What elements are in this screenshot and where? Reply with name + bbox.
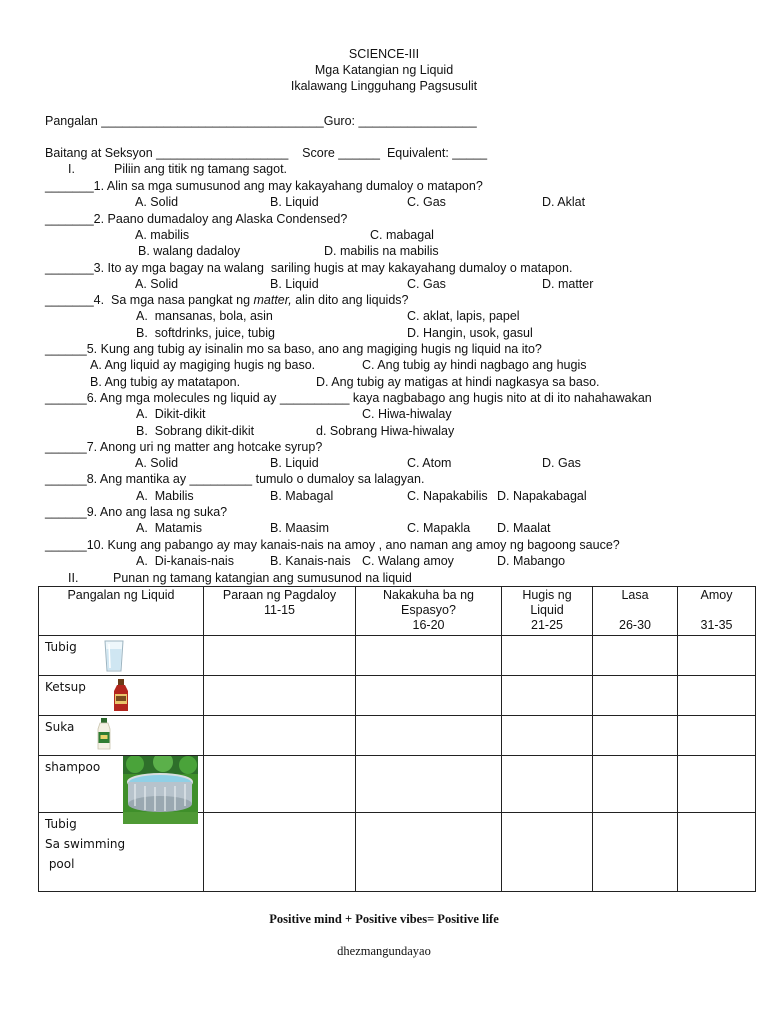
space-cell[interactable]	[356, 813, 502, 892]
smell-cell[interactable]	[678, 813, 756, 892]
flow-cell[interactable]	[204, 756, 356, 813]
part1-numeral: I.	[68, 162, 75, 176]
question-text: _______3. Ito ay mga bagay na walang sariling hugis at may kakayahang dumaloy o matapon.	[45, 260, 573, 275]
taste-cell[interactable]	[593, 813, 678, 892]
table-row	[39, 756, 756, 813]
glass-of-water-icon	[103, 639, 125, 673]
answer-choice: B. softdrinks, juice, tubig	[136, 325, 275, 340]
flow-cell[interactable]	[204, 636, 356, 676]
question-text: ______6. Ang mga molecules ng liquid ay __________ kaya nagbabago ang hugis nito at di ito nahahawakan	[45, 390, 652, 405]
question-text: ______7. Anong uri ng matter ang hotcake syrup?	[45, 439, 323, 454]
answer-choice: A. Ang liquid ay magiging hugis ng baso.	[90, 358, 316, 373]
part2-instruction: Punan ng tamang katangian ang sumusunod na liquid	[113, 571, 412, 585]
worksheet-quiz-title: Ikalawang Lingguhang Pagsusulit	[290, 79, 478, 93]
answer-choice: D. matter	[542, 276, 594, 291]
footer-motto: Positive mind + Positive vibes= Positive life	[269, 912, 499, 926]
smell-cell[interactable]	[678, 716, 756, 756]
smell-cell[interactable]	[678, 676, 756, 716]
answer-choice: d. Sobrang Hiwa-hiwalay	[316, 423, 455, 438]
table-row	[39, 676, 756, 716]
row-name-cell	[39, 676, 204, 716]
question-text: ______5. Kung ang tubig ay isinalin mo sa baso, ano ang magiging hugis ng liquid na ito?	[45, 342, 542, 356]
row-name-cell	[39, 716, 204, 756]
flow-cell[interactable]	[204, 716, 356, 756]
answer-choice: D. Aklat	[542, 195, 586, 210]
worksheet-subject: SCIENCE-III	[348, 47, 420, 61]
space-cell[interactable]	[356, 636, 502, 676]
space-cell[interactable]	[356, 716, 502, 756]
answer-choice: C. Mapakla	[407, 521, 471, 536]
part1-instruction: Piliin ang titik ng tamang sagot.	[114, 162, 288, 176]
smell-cell[interactable]	[678, 636, 756, 676]
answer-choice: B. Mabagal	[270, 488, 334, 503]
answer-choice: D. Maalat	[497, 521, 551, 536]
row-liquid-name: Suka	[45, 720, 75, 734]
answer-choice: C. Atom	[407, 456, 452, 471]
answer-choice: C. Ang tubig ay hindi nagbago ang hugis	[362, 358, 587, 373]
question-text: _______2. Paano dumadaloy ang Alaska Condensed?	[45, 211, 348, 226]
shape-cell[interactable]	[502, 676, 593, 716]
answer-choice: B. Liquid	[270, 456, 319, 471]
taste-cell[interactable]	[593, 676, 678, 716]
row-liquid-name: shampoo	[45, 760, 101, 774]
header-taste: Lasa 26-30	[593, 587, 678, 636]
answer-choice: D. Napakabagal	[497, 488, 587, 503]
taste-cell[interactable]	[593, 716, 678, 756]
ketchup-bottle-icon	[107, 678, 135, 714]
header-space: Nakakuha ba ng Espasyo? 16-20	[356, 587, 502, 636]
space-cell[interactable]	[356, 676, 502, 716]
answer-choice: A. Solid	[135, 456, 179, 471]
shape-cell[interactable]	[502, 813, 593, 892]
header-smell: Amoy 31-35	[678, 587, 756, 636]
answer-choice: D. Ang tubig ay matigas at hindi nagkasya sa baso.	[316, 374, 600, 389]
table-row	[39, 813, 756, 892]
answer-choice: D. mabilis na mabilis	[324, 244, 439, 259]
question-text: _______4. Sa mga nasa pangkat ng matter, alin dito ang liquids?	[45, 293, 409, 308]
vinegar-bottle-icon	[94, 717, 114, 751]
answer-choice: C. aklat, lapis, papel	[407, 309, 520, 324]
answer-choice: A. Dikit-dikit	[136, 407, 206, 422]
answer-choice: A. Mabilis	[136, 488, 194, 503]
row-name-cell	[39, 813, 204, 892]
shape-cell[interactable]	[502, 636, 593, 676]
worksheet-topic: Mga Katangian ng Liquid	[314, 63, 454, 77]
question-text: _______1. Alin sa mga sumusunod ang may kakayahang dumaloy o matapon?	[45, 179, 483, 193]
part2-numeral: II.	[68, 571, 79, 585]
answer-choice: B. Ang tubig ay matatapon.	[90, 374, 241, 389]
answer-choice: A. Matamis	[136, 521, 202, 536]
row-liquid-name: Tubig	[45, 640, 77, 654]
answer-choice: B. Kanais-nais	[270, 553, 351, 568]
row-name-cell	[39, 756, 204, 813]
answer-choice: A. Di-kanais-nais	[136, 553, 234, 568]
liquid-properties-table	[38, 586, 756, 892]
answer-choice: D. Mabango	[497, 553, 566, 568]
shape-cell[interactable]	[502, 716, 593, 756]
answer-choice: B. walang dadaloy	[138, 244, 241, 259]
answer-choice: D. Hangin, usok, gasul	[407, 325, 533, 340]
flow-cell[interactable]	[204, 676, 356, 716]
smell-cell[interactable]	[678, 756, 756, 813]
row-liquid-name: Ketsup	[45, 680, 86, 694]
question-text: ______9. Ano ang lasa ng suka?	[45, 505, 228, 519]
shape-cell[interactable]	[502, 756, 593, 813]
row-name-cell	[39, 636, 204, 676]
answer-choice: C. Gas	[407, 195, 446, 210]
table-header-row	[39, 587, 756, 636]
answer-choice: B. Liquid	[270, 276, 319, 291]
taste-cell[interactable]	[593, 636, 678, 676]
answer-choice: C. Hiwa-hiwalay	[362, 407, 452, 422]
answer-choice: B. Maasim	[270, 521, 330, 536]
answer-choice: A. mansanas, bola, asin	[136, 309, 273, 324]
question-text: ______8. Ang mantika ay _________ tumulo o dumaloy sa lalagyan.	[45, 472, 425, 487]
name-teacher-line: Pangalan ________________________________Guro: _________________	[45, 114, 477, 128]
answer-choice: A. Solid	[135, 195, 179, 210]
taste-cell[interactable]	[593, 756, 678, 813]
answer-choice: A. Solid	[135, 276, 179, 291]
answer-choice: C. Napakabilis	[407, 488, 488, 503]
question-text: ______10. Kung ang pabango ay may kanais-nais na amoy , ano naman ang amoy ng bagoong sauce?	[45, 537, 620, 552]
answer-choice: D. Gas	[542, 456, 581, 471]
table-row	[39, 636, 756, 676]
answer-choice: C. Walang amoy	[362, 553, 454, 568]
table-row	[39, 716, 756, 756]
header-shape: Hugis ng Liquid 21-25	[502, 587, 593, 636]
answer-choice: B. Sobrang dikit-dikit	[136, 423, 255, 438]
space-cell[interactable]	[356, 756, 502, 813]
flow-cell[interactable]	[204, 813, 356, 892]
answer-choice: B. Liquid	[270, 195, 319, 210]
row-liquid-name: Tubig Sa swimming pool	[45, 817, 126, 871]
answer-choice: C. mabagal	[370, 227, 434, 242]
answer-choice: C. Gas	[407, 276, 446, 291]
header-liquid-name: Pangalan ng Liquid	[39, 587, 204, 636]
footer-author: dhezmangundayao	[337, 944, 431, 958]
answer-choice: A. mabilis	[135, 227, 190, 242]
header-flow: Paraan ng Pagdaloy 11-15	[204, 587, 356, 636]
grade-score-line: Baitang at Seksyon ___________________ Score ______ Equivalent: _____	[45, 146, 488, 160]
